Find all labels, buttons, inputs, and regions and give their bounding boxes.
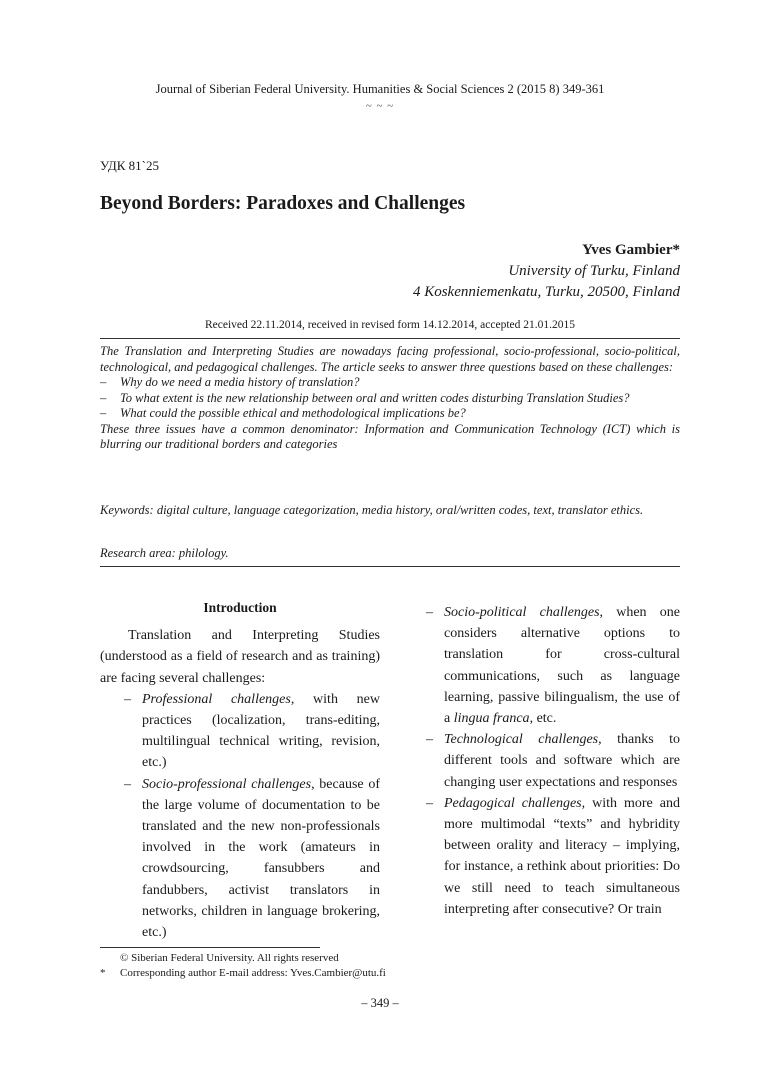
intro-paragraph: Translation and Interpreting Studies (understood as a field of research and as training) are facing several challenges:: [100, 628, 380, 686]
journal-header: Journal of Siberian Federal University. Humanities & Social Sciences 2 (2015 8) 349-361: [155, 82, 605, 96]
author-affiliation: University of Turku, Finland: [508, 263, 680, 279]
list-item: – Socio-professional challenges, because of the large volume of documentation to be translated and the new non-professionals involved in the work (amateurs in crowdsourcing, fansubbers and fandubbers, activist translators in networks, children in language brokering, etc.): [100, 774, 380, 944]
footnote-copyright: © Siberian Federal University. All rights reserved: [120, 952, 339, 964]
author-block: [413, 240, 680, 303]
author-address: 4 Koskenniemenkatu, Turku, 20500, Finland: [412, 284, 680, 300]
received-dates: Received 22.11.2014, received in revised form 14.12.2014, accepted 21.01.2015: [204, 319, 576, 331]
list-item: – Pedagogical challenges, with more and more multimodal “texts” and hybridity between orality and literacy – implying, for instance, a rethink about priorities: Do we still need to teach simultaneous interpreting after consecutive? Or train: [400, 793, 680, 920]
author-name: Yves Gambier*: [582, 242, 680, 258]
udk-code: УДК 81`25: [100, 158, 160, 173]
abstract-top-rule: [100, 338, 680, 339]
list-item: – Professional challenges, with new practices (localization, trans-editing, multilingual technical writing, revision, etc.): [100, 689, 380, 774]
abstract-question: – To what extent is the new relationship between oral and written codes disturbing Translation Studies?: [100, 390, 630, 405]
abstract-intro: The Translation and Interpreting Studies are nowadays facing professional, socio-professional, socio-political, technological, and pedagogical challenges. The article seeks to answer three questions based on these challenges:: [100, 344, 680, 374]
dash-bullet: –: [426, 605, 433, 620]
footnote-mark: *: [100, 967, 106, 979]
dash-bullet: –: [426, 795, 433, 811]
dash-bullet: –: [426, 732, 433, 748]
body-column-left: [100, 597, 380, 943]
header-separator: ~ ~ ~: [365, 100, 395, 112]
footnote-rule: [100, 947, 320, 948]
dash-bullet: –: [100, 390, 107, 405]
dash-bullet: –: [124, 691, 131, 707]
abstract-question: – What could the possible ethical and methodological implications be?: [100, 406, 466, 420]
dash-bullet: –: [124, 776, 131, 792]
abstract: [100, 344, 680, 453]
abstract-bottom-rule: [100, 566, 680, 567]
section-heading: Introduction: [203, 600, 277, 615]
dash-bullet: –: [100, 375, 107, 389]
dash-bullet: –: [100, 406, 107, 420]
article-title: Beyond Borders: Paradoxes and Challenges: [100, 193, 466, 214]
body-column-right: [400, 602, 680, 920]
page-number: – 349 –: [361, 996, 399, 1010]
abstract-question: – Why do we need a media history of translation?: [100, 375, 360, 389]
abstract-conclusion: These three issues have a common denominator: Information and Communication Technology (ICT) which is blurring our traditional borders and categories: [100, 421, 680, 451]
footnote-corresponding: * Corresponding author E-mail address: Yves.Cambier@utu.fi: [100, 967, 386, 979]
keywords: Keywords: digital culture, language categorization, media history, oral/written codes, text, translator ethics.: [100, 503, 644, 517]
list-item: – Technological challenges, thanks to different tools and software which are changing user expectations and responses: [400, 729, 680, 793]
list-item: – Socio-political challenges, when one considers alternative options to translation for cross-cultural communications, such as language learning, passive bilingualism, the use of a lingua franca, etc.: [400, 602, 680, 729]
research-area: Research area: philology.: [100, 546, 229, 560]
